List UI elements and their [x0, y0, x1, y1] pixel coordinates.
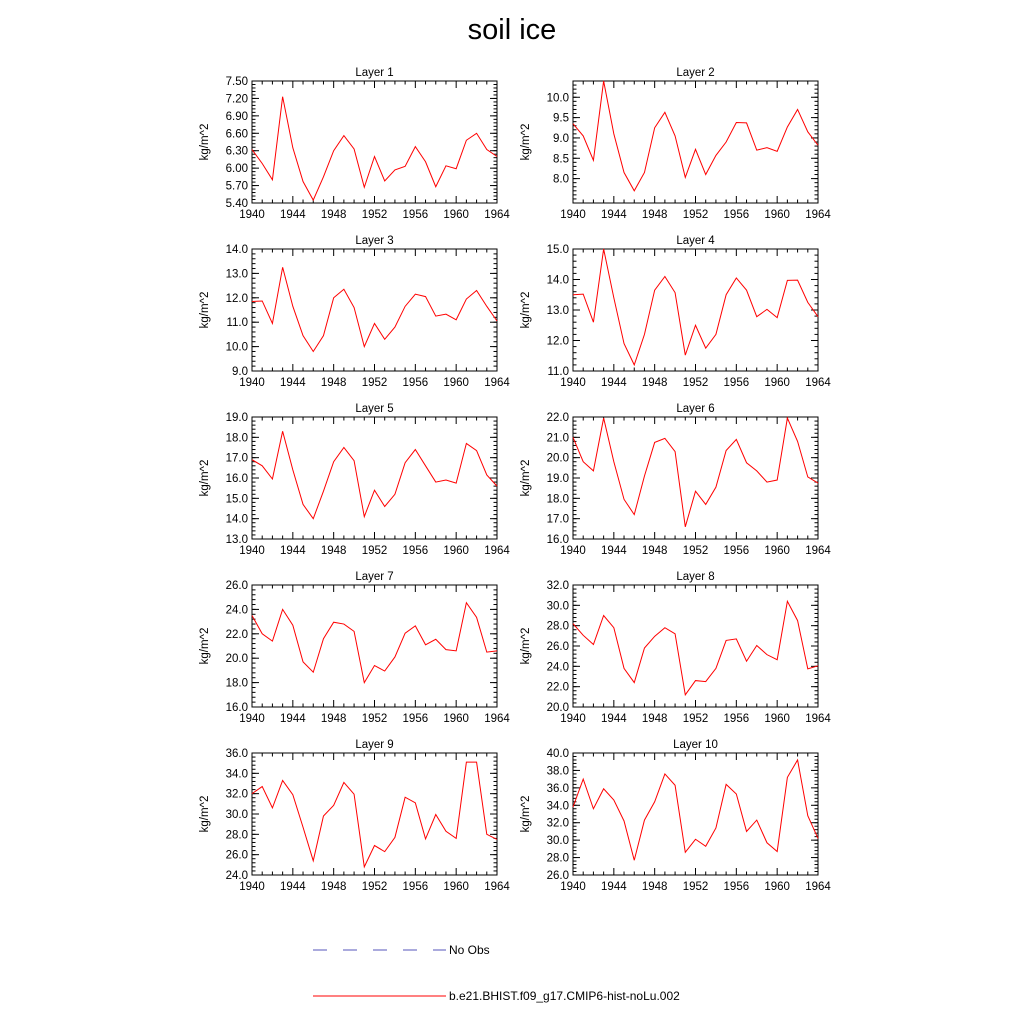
- panel-layer-10: [520, 739, 831, 893]
- series-line: [573, 81, 818, 191]
- x-tick-label: 1944: [601, 881, 627, 893]
- y-tick-label: 5.70: [225, 180, 248, 193]
- series-line: [573, 601, 818, 695]
- y-axis-label: kg/m^2: [520, 123, 532, 161]
- y-tick-label: 30.0: [225, 809, 248, 821]
- y-tick-label: 40.0: [546, 748, 569, 760]
- x-tick-label: 1952: [361, 377, 388, 389]
- x-tick-label: 1964: [484, 377, 510, 389]
- x-tick-label: 1956: [723, 545, 750, 557]
- x-tick-label: 1944: [601, 545, 627, 557]
- x-tick-label: 1964: [805, 881, 831, 893]
- x-tick-label: 1940: [239, 881, 265, 893]
- x-tick-label: 1952: [361, 881, 388, 893]
- panel-layer-9: [199, 739, 510, 893]
- series-line: [573, 760, 818, 860]
- x-tick-label: 1960: [443, 713, 469, 725]
- plot-frame: [573, 249, 818, 371]
- y-tick-label: 9.0: [553, 132, 569, 145]
- plot-frame: [252, 81, 497, 203]
- y-tick-label: 17.0: [546, 513, 569, 526]
- y-axis-label: kg/m^2: [199, 459, 211, 497]
- x-tick-label: 1940: [560, 881, 586, 893]
- x-tick-label: 1960: [443, 209, 469, 221]
- x-tick-label: 1948: [320, 209, 347, 221]
- series-line: [252, 603, 497, 683]
- x-tick-label: 1952: [682, 209, 709, 221]
- y-tick-label: 9.5: [553, 112, 569, 125]
- x-tick-label: 1956: [402, 881, 429, 893]
- y-tick-label: 26.0: [546, 870, 569, 882]
- x-tick-label: 1940: [560, 713, 586, 725]
- x-tick-label: 1940: [239, 377, 265, 389]
- x-tick-label: 1956: [723, 881, 750, 893]
- x-tick-label: 1948: [641, 713, 668, 725]
- panel-title: Layer 8: [676, 571, 715, 583]
- y-tick-label: 26.0: [225, 580, 248, 592]
- plot-frame: [573, 417, 818, 539]
- x-tick-label: 1948: [320, 545, 347, 557]
- y-tick-label: 28.0: [225, 829, 248, 842]
- plot-frame: [252, 753, 497, 875]
- x-tick-label: 1960: [443, 545, 469, 557]
- y-tick-label: 20.0: [546, 702, 569, 714]
- y-tick-label: 21.0: [546, 432, 569, 445]
- y-axis-label: kg/m^2: [199, 627, 211, 665]
- x-tick-label: 1944: [280, 713, 306, 725]
- panel-layer-7: [199, 571, 510, 725]
- y-tick-label: 16.0: [225, 702, 248, 714]
- x-tick-label: 1952: [682, 881, 709, 893]
- y-tick-label: 12.0: [225, 292, 248, 305]
- panel-layer-1: [199, 67, 510, 221]
- y-tick-label: 13.0: [225, 534, 248, 546]
- y-tick-label: 32.0: [225, 788, 248, 801]
- series-line: [573, 418, 818, 527]
- x-tick-label: 1956: [723, 713, 750, 725]
- panel-layer-2: [520, 67, 831, 221]
- y-axis-label: kg/m^2: [520, 795, 532, 833]
- x-tick-label: 1964: [484, 545, 510, 557]
- y-tick-label: 26.0: [546, 641, 569, 653]
- y-tick-label: 11.0: [547, 366, 569, 378]
- x-tick-label: 1964: [484, 209, 510, 221]
- y-tick-label: 12.0: [546, 335, 569, 348]
- x-tick-label: 1948: [320, 713, 347, 725]
- panel-title: Layer 4: [676, 235, 715, 247]
- y-axis-label: kg/m^2: [199, 795, 211, 833]
- x-tick-label: 1964: [805, 377, 831, 389]
- plot-frame: [252, 417, 497, 539]
- x-tick-label: 1964: [484, 713, 510, 725]
- x-tick-label: 1960: [443, 377, 469, 389]
- y-tick-label: 26.0: [225, 849, 248, 862]
- panel-layer-8: [520, 571, 831, 725]
- panel-layer-3: [199, 235, 510, 389]
- y-tick-label: 14.0: [225, 513, 248, 526]
- x-tick-label: 1940: [239, 209, 265, 221]
- y-tick-label: 8.0: [553, 173, 569, 186]
- y-tick-label: 15.0: [546, 244, 569, 256]
- panel-layer-5: [199, 403, 510, 557]
- x-tick-label: 1952: [361, 209, 388, 221]
- panel-title: Layer 7: [355, 571, 394, 583]
- y-tick-label: 36.0: [546, 782, 569, 795]
- y-tick-label: 13.0: [546, 305, 569, 317]
- panel-title: Layer 10: [673, 739, 718, 751]
- y-tick-label: 34.0: [225, 768, 248, 781]
- series-line: [252, 267, 497, 351]
- x-tick-label: 1956: [402, 377, 429, 389]
- x-tick-label: 1960: [764, 545, 790, 557]
- legend-label-no-obs: No Obs: [449, 943, 490, 957]
- y-tick-label: 14.0: [546, 274, 569, 287]
- y-tick-label: 17.0: [225, 452, 248, 465]
- x-tick-label: 1960: [764, 713, 790, 725]
- panel-title: Layer 2: [676, 67, 715, 79]
- plot-frame: [573, 753, 818, 875]
- y-axis-label: kg/m^2: [520, 459, 532, 497]
- y-tick-label: 19.0: [546, 473, 569, 485]
- y-tick-label: 10.0: [225, 341, 248, 354]
- series-line: [252, 97, 497, 200]
- y-axis-label: kg/m^2: [199, 291, 211, 329]
- y-tick-label: 20.0: [225, 653, 248, 666]
- x-tick-label: 1948: [320, 377, 347, 389]
- x-tick-label: 1948: [641, 377, 668, 389]
- y-tick-label: 18.0: [546, 493, 569, 506]
- y-tick-label: 22.0: [546, 681, 569, 694]
- y-tick-label: 24.0: [225, 870, 248, 882]
- y-tick-label: 30.0: [546, 600, 569, 613]
- x-tick-label: 1944: [280, 209, 306, 221]
- y-tick-label: 7.50: [225, 76, 248, 88]
- y-tick-label: 18.0: [225, 677, 248, 690]
- panel-title: Layer 3: [355, 235, 394, 247]
- plot-frame: [252, 249, 497, 371]
- y-tick-label: 28.0: [546, 852, 569, 865]
- y-tick-label: 38.0: [546, 765, 569, 778]
- x-tick-label: 1960: [443, 881, 469, 893]
- y-tick-label: 11.0: [226, 317, 248, 330]
- panel-title: Layer 9: [355, 739, 394, 751]
- y-tick-label: 28.0: [546, 620, 569, 633]
- x-tick-label: 1948: [641, 545, 668, 557]
- x-tick-label: 1948: [641, 209, 668, 221]
- x-tick-label: 1964: [805, 209, 831, 221]
- legend: [313, 943, 680, 1003]
- y-tick-label: 32.0: [546, 580, 569, 592]
- y-tick-label: 9.0: [232, 366, 248, 378]
- y-tick-label: 30.0: [546, 835, 569, 848]
- y-tick-label: 20.0: [546, 452, 569, 465]
- legend-label-model: b.e21.BHIST.f09_g17.CMIP6-hist-noLu.002: [449, 989, 680, 1003]
- x-tick-label: 1960: [764, 209, 790, 221]
- y-tick-label: 6.30: [225, 145, 248, 158]
- panel-layer-6: [520, 403, 831, 557]
- y-tick-label: 24.0: [225, 604, 248, 617]
- x-tick-label: 1952: [682, 545, 709, 557]
- x-tick-label: 1952: [682, 713, 709, 725]
- x-tick-label: 1944: [601, 377, 627, 389]
- y-tick-label: 32.0: [546, 817, 569, 830]
- x-tick-label: 1940: [239, 713, 265, 725]
- y-tick-label: 34.0: [546, 800, 569, 813]
- x-tick-label: 1964: [805, 713, 831, 725]
- x-tick-label: 1944: [280, 377, 306, 389]
- x-tick-label: 1940: [560, 209, 586, 221]
- panel-title: Layer 5: [355, 403, 394, 415]
- y-tick-label: 16.0: [546, 534, 569, 546]
- y-tick-label: 5.40: [225, 198, 248, 210]
- x-tick-label: 1944: [601, 209, 627, 221]
- y-tick-label: 7.20: [225, 93, 248, 106]
- x-tick-label: 1952: [361, 713, 388, 725]
- x-tick-label: 1944: [280, 545, 306, 557]
- y-tick-label: 15.0: [225, 493, 248, 506]
- panel-title: Layer 6: [676, 403, 715, 415]
- y-tick-label: 8.5: [553, 153, 569, 166]
- x-tick-label: 1940: [560, 377, 586, 389]
- x-tick-label: 1956: [723, 209, 750, 221]
- y-tick-label: 16.0: [225, 473, 248, 485]
- x-tick-label: 1948: [320, 881, 347, 893]
- y-axis-label: kg/m^2: [199, 123, 211, 161]
- y-tick-label: 24.0: [546, 661, 569, 674]
- chart-title: soil ice: [467, 14, 557, 46]
- panel-title: Layer 1: [355, 67, 394, 79]
- x-tick-label: 1940: [560, 545, 586, 557]
- y-tick-label: 19.0: [225, 412, 248, 424]
- series-line: [252, 431, 497, 518]
- y-tick-label: 22.0: [546, 412, 569, 424]
- x-tick-label: 1948: [641, 881, 668, 893]
- y-tick-label: 22.0: [225, 628, 248, 641]
- x-tick-label: 1960: [764, 881, 790, 893]
- series-line: [573, 249, 818, 365]
- y-tick-label: 13.0: [225, 268, 248, 281]
- x-tick-label: 1956: [402, 209, 429, 221]
- x-tick-label: 1956: [402, 545, 429, 557]
- y-tick-label: 18.0: [225, 432, 248, 445]
- plot-frame: [573, 585, 818, 707]
- y-tick-label: 6.90: [225, 110, 248, 123]
- y-tick-label: 14.0: [225, 244, 248, 256]
- x-tick-label: 1944: [280, 881, 306, 893]
- x-tick-label: 1960: [764, 377, 790, 389]
- series-line: [252, 762, 497, 867]
- x-tick-label: 1952: [682, 377, 709, 389]
- plot-frame: [252, 585, 497, 707]
- x-tick-label: 1944: [601, 713, 627, 725]
- y-tick-label: 6.60: [225, 128, 248, 141]
- x-tick-label: 1964: [484, 881, 510, 893]
- y-axis-label: kg/m^2: [520, 291, 532, 329]
- y-axis-label: kg/m^2: [520, 627, 532, 665]
- x-tick-label: 1952: [361, 545, 388, 557]
- x-tick-label: 1964: [805, 545, 831, 557]
- y-tick-label: 36.0: [225, 748, 248, 760]
- x-tick-label: 1956: [723, 377, 750, 389]
- x-tick-label: 1956: [402, 713, 429, 725]
- panel-layer-4: [520, 235, 831, 389]
- x-tick-label: 1940: [239, 545, 265, 557]
- y-tick-label: 6.00: [225, 163, 248, 176]
- y-tick-label: 10.0: [546, 92, 569, 105]
